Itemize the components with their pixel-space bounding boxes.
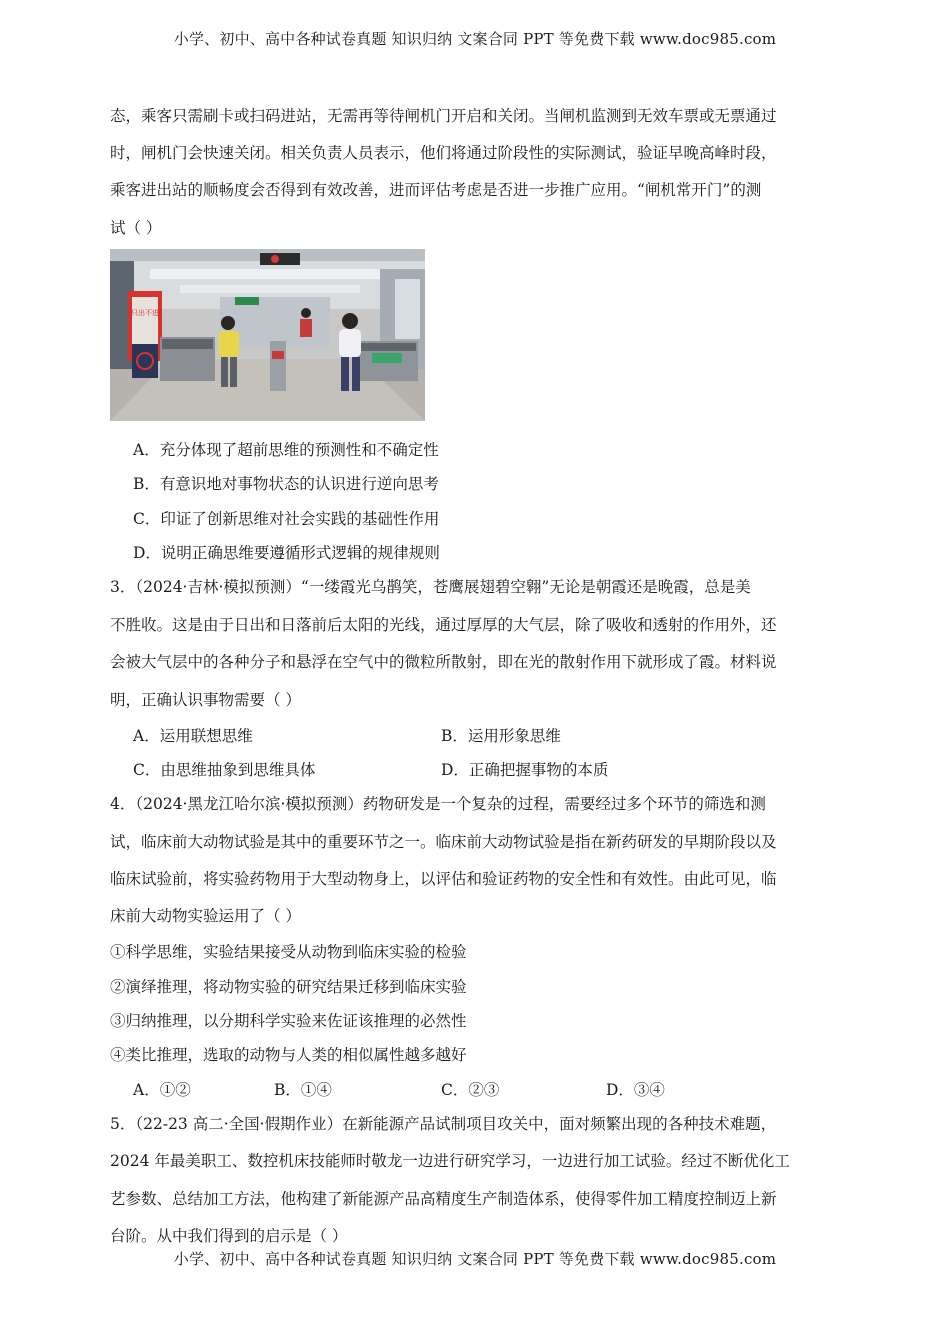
q4-statement-1: ①科学思维，实验结果接受从动物到临床实验的检验 [110, 943, 467, 961]
q4-option-a: A．①② [133, 1081, 191, 1099]
q2-line-1: 态，乘客只需刷卡或扫码进站，无需再等待闸机门开启和关闭。当闸机监测到无效车票或无票通过 [110, 107, 777, 125]
q4-option-d: D．③④ [606, 1081, 665, 1099]
q4-line-3: 临床试验前，将实验药物用于大型动物身上，以评估和验证药物的安全性和有效性。由此可见，临 [110, 870, 777, 888]
q4-statement-4: ④类比推理，选取的动物与人类的相似属性越多越好 [110, 1046, 467, 1064]
q4-statement-2: ②演绎推理，将动物实验的研究结果迁移到临床实验 [110, 978, 467, 996]
q3-line-2: 不胜收。这是由于日出和日落前后太阳的光线，通过厚厚的大气层，除了吸收和透射的作用外，还 [110, 616, 777, 634]
q5-line-4: 台阶。从中我们得到的启示是（ ） [110, 1227, 348, 1245]
q3-option-d: D．正确把握事物的本质 [441, 761, 609, 779]
q3-option-b: B．运用形象思维 [441, 727, 561, 745]
q2-option-b: B．有意识地对事物状态的认识进行逆向思考 [133, 475, 439, 493]
q2-option-c: C．印证了创新思维对社会实践的基础性作用 [133, 510, 440, 528]
q2-option-d: D．说明正确思维要遵循形式逻辑的规律规则 [133, 544, 440, 562]
q5-line-1: 5．（22-23 高二·全国·假期作业）在新能源产品试制项目攻关中，面对频繁出现的各种技术难题， [110, 1115, 777, 1133]
sign-text: 只出不进 [131, 309, 159, 317]
q3-option-a: A．运用联想思维 [133, 727, 253, 745]
page-header: 小学、初中、高中各种试卷真题 知识归纳 文案合同 PPT 等免费下载 www.doc985.com [173, 30, 777, 48]
subway-gate-photo [110, 249, 425, 421]
q3-line-4: 明，正确认识事物需要（ ） [110, 691, 301, 709]
q4-option-c: C．②③ [441, 1081, 500, 1099]
q2-line-4: 试（ ） [110, 219, 162, 237]
q2-option-a: A．充分体现了超前思维的预测性和不确定性 [133, 441, 439, 459]
q4-statement-3: ③归纳推理，以分期科学实验来佐证该推理的必然性 [110, 1012, 467, 1030]
q4-option-b: B．①④ [274, 1081, 332, 1099]
q5-line-2: 2024 年最美职工、数控机床技能师时敬龙一边进行研究学习，一边进行加工试验。经过不断优化工 [110, 1152, 790, 1170]
q2-line-3: 乘客进出站的顺畅度会否得到有效改善，进而评估考虑是否进一步推广应用。“闸机常开门”的测 [110, 181, 762, 199]
q4-line-2: 试，临床前大动物试验是其中的重要环节之一。临床前大动物试验是指在新药研发的早期阶段以及 [110, 833, 777, 851]
q3-option-c: C．由思维抽象到思维具体 [133, 761, 316, 779]
q3-line-3: 会被大气层中的各种分子和悬浮在空气中的微粒所散射，即在光的散射作用下就形成了霞。材料说 [110, 653, 777, 671]
page-footer: 小学、初中、高中各种试卷真题 知识归纳 文案合同 PPT 等免费下载 www.doc985.com [173, 1250, 777, 1268]
q2-line-2: 时，闸机门会快速关闭。相关负责人员表示，他们将通过阶段性的实际测试，验证早晚高峰时段， [110, 144, 777, 162]
q4-line-4: 床前大动物实验运用了（ ） [110, 907, 301, 925]
q4-line-1: 4．（2024·黑龙江哈尔滨·模拟预测）药物研发是一个复杂的过程，需要经过多个环节的筛选和测 [110, 795, 766, 813]
q3-line-1: 3．（2024·吉林·模拟预测）“一缕霞光乌鹊笑，苍鹰展翅碧空翱”无论是朝霞还是晚霞，总是美 [110, 578, 751, 596]
q5-line-3: 艺参数、总结加工方法，他构建了新能源产品高精度生产制造体系，使得零件加工精度控制迈上新 [110, 1190, 777, 1208]
